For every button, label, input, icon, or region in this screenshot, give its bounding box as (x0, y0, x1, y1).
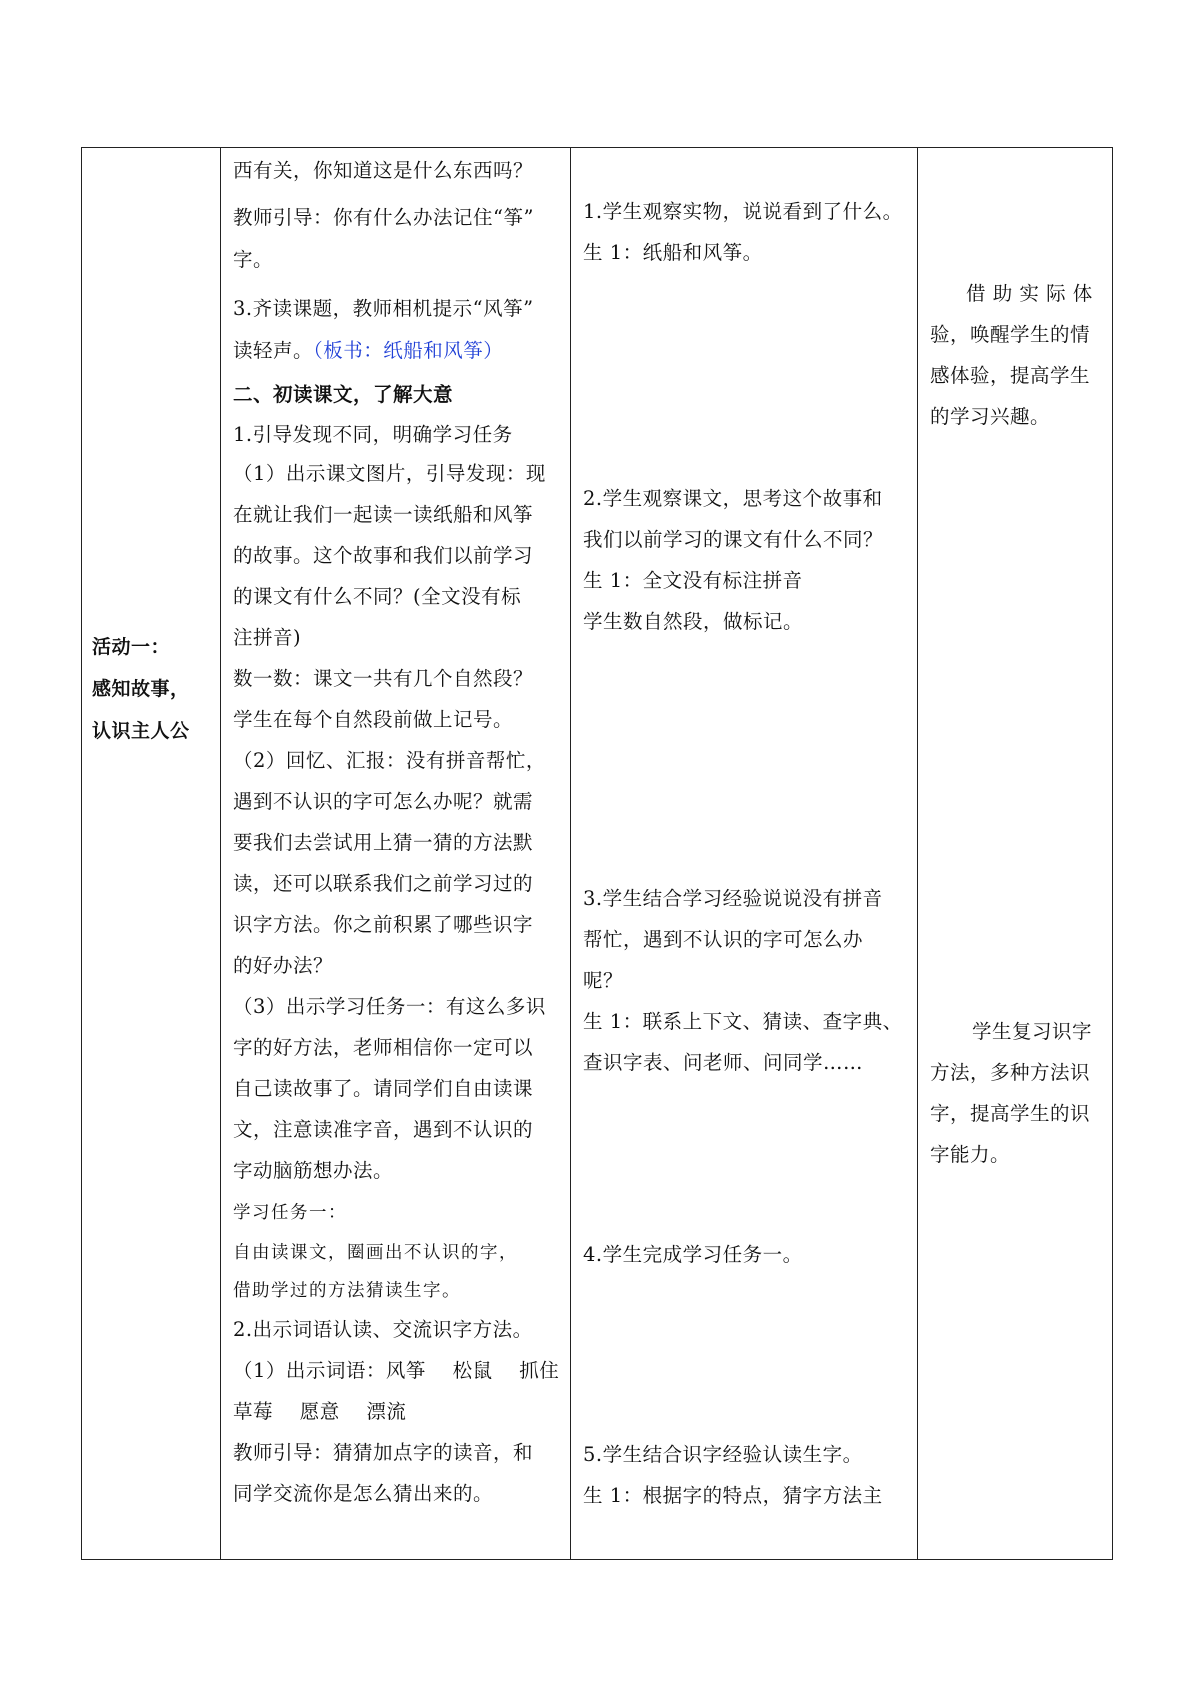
column-divider (220, 148, 221, 1559)
teacher-line: 3.齐读课题，教师相机提示“风筝” (233, 297, 534, 320)
teacher-text: 读轻声。 (233, 339, 314, 362)
intent-line: 字能力。 (930, 1143, 1011, 1166)
teacher-line: 同学交流你是怎么猜出来的。 (233, 1482, 494, 1505)
teacher-line: （1）出示课文图片，引导发现：现 (233, 462, 546, 485)
student-line: 2.学生观察课文，思考这个故事和 (583, 487, 883, 510)
task-line: 自由读课文，圈画出不认识的字， (233, 1243, 518, 1263)
teacher-line: 西有关，你知道这是什么东西吗？ (233, 159, 534, 182)
teacher-line: 要我们去尝试用上猜一猜的方法默 (233, 831, 534, 854)
teacher-line: 文，注意读准字音，遇到不认识的 (233, 1118, 534, 1141)
activity-name-line: 感知故事， (92, 678, 190, 700)
task-line: 借助学过的方法猜读生字。 (233, 1281, 461, 1301)
teacher-line: 的好办法？ (233, 954, 334, 977)
teacher-line: 自己读故事了。请同学们自由读课 (233, 1077, 534, 1100)
activity-title: 活动一： (92, 636, 171, 658)
intent-line: 借 助 实 际 体 (966, 282, 1093, 305)
lesson-table (81, 147, 1113, 1560)
board-writing: （板书：纸船和风筝） (313, 339, 504, 362)
student-line: 1.学生观察实物，说说看到了什么。 (583, 200, 903, 223)
task-title: 学习任务一： (233, 1203, 347, 1223)
column-divider (917, 148, 918, 1559)
intent-line: 方法，多种方法识 (930, 1061, 1091, 1084)
intent-line: 验，唤醒学生的情 (930, 323, 1091, 346)
student-line: 5.学生结合识字经验认读生字。 (583, 1443, 863, 1466)
student-line: 生 1：全文没有标注拼音 (583, 569, 803, 592)
teacher-line: 学生在每个自然段前做上记号。 (233, 708, 514, 731)
teacher-line: （1）出示词语：风筝 松鼠 抓住 (233, 1359, 560, 1382)
teacher-line: 字动脑筋想办法。 (233, 1159, 394, 1182)
teacher-line: 识字方法。你之前积累了哪些识字 (233, 913, 534, 936)
student-line: 呢？ (583, 969, 624, 992)
teacher-line: 的课文有什么不同？(全文没有标 (233, 585, 522, 608)
student-line: 查识字表、问老师、问同学…… (583, 1051, 864, 1074)
teacher-line: 在就让我们一起读一读纸船和风筝 (233, 503, 534, 526)
column-divider (570, 148, 571, 1559)
intent-line: 感体验，提高学生 (930, 364, 1091, 387)
teacher-line: 的故事。这个故事和我们以前学习 (233, 544, 534, 567)
activity-name-line: 认识主人公 (92, 720, 190, 742)
intent-line: 学生复习识字 (972, 1020, 1093, 1043)
teacher-line: 读，还可以联系我们之前学习过的 (233, 872, 534, 895)
intent-line: 的学习兴趣。 (930, 405, 1051, 428)
student-line: 帮忙，遇到不认识的字可怎么办 (583, 928, 864, 951)
teacher-line: 草莓 愿意 漂流 (233, 1400, 407, 1423)
student-line: 生 1：纸船和风筝。 (583, 241, 763, 264)
teacher-line: 字的好方法，老师相信你一定可以 (233, 1036, 534, 1059)
teacher-line: 1.引导发现不同，明确学习任务 (233, 423, 513, 446)
teacher-line: 字。 (233, 248, 274, 271)
student-line: 生 1：根据字的特点，猜字方法主 (583, 1484, 883, 1507)
student-line: 我们以前学习的课文有什么不同？ (583, 528, 884, 551)
teacher-line (233, 339, 503, 363)
teacher-line: 注拼音) (233, 626, 302, 649)
student-line: 学生数自然段，做标记。 (583, 610, 804, 633)
intent-line: 字，提高学生的识 (930, 1102, 1091, 1125)
teacher-line: 2.出示词语认读、交流识字方法。 (233, 1318, 533, 1341)
teacher-line: （2）回忆、汇报：没有拼音帮忙， (233, 749, 546, 772)
teacher-line: （3）出示学习任务一：有这么多识 (233, 995, 546, 1018)
student-line: 4.学生完成学习任务一。 (583, 1243, 803, 1266)
teacher-line: 教师引导：猜猜加点字的读音，和 (233, 1441, 534, 1464)
student-line: 3.学生结合学习经验说说没有拼音 (583, 887, 883, 910)
section-heading: 二、初读课文，了解大意 (233, 383, 454, 406)
teacher-line: 教师引导：你有什么办法记住“筝” (233, 206, 534, 229)
teacher-line: 数一数：课文一共有几个自然段？ (233, 667, 534, 690)
teacher-line: 遇到不认识的字可怎么办呢？就需 (233, 790, 534, 813)
student-line: 生 1：联系上下文、猜读、查字典、 (583, 1010, 903, 1033)
